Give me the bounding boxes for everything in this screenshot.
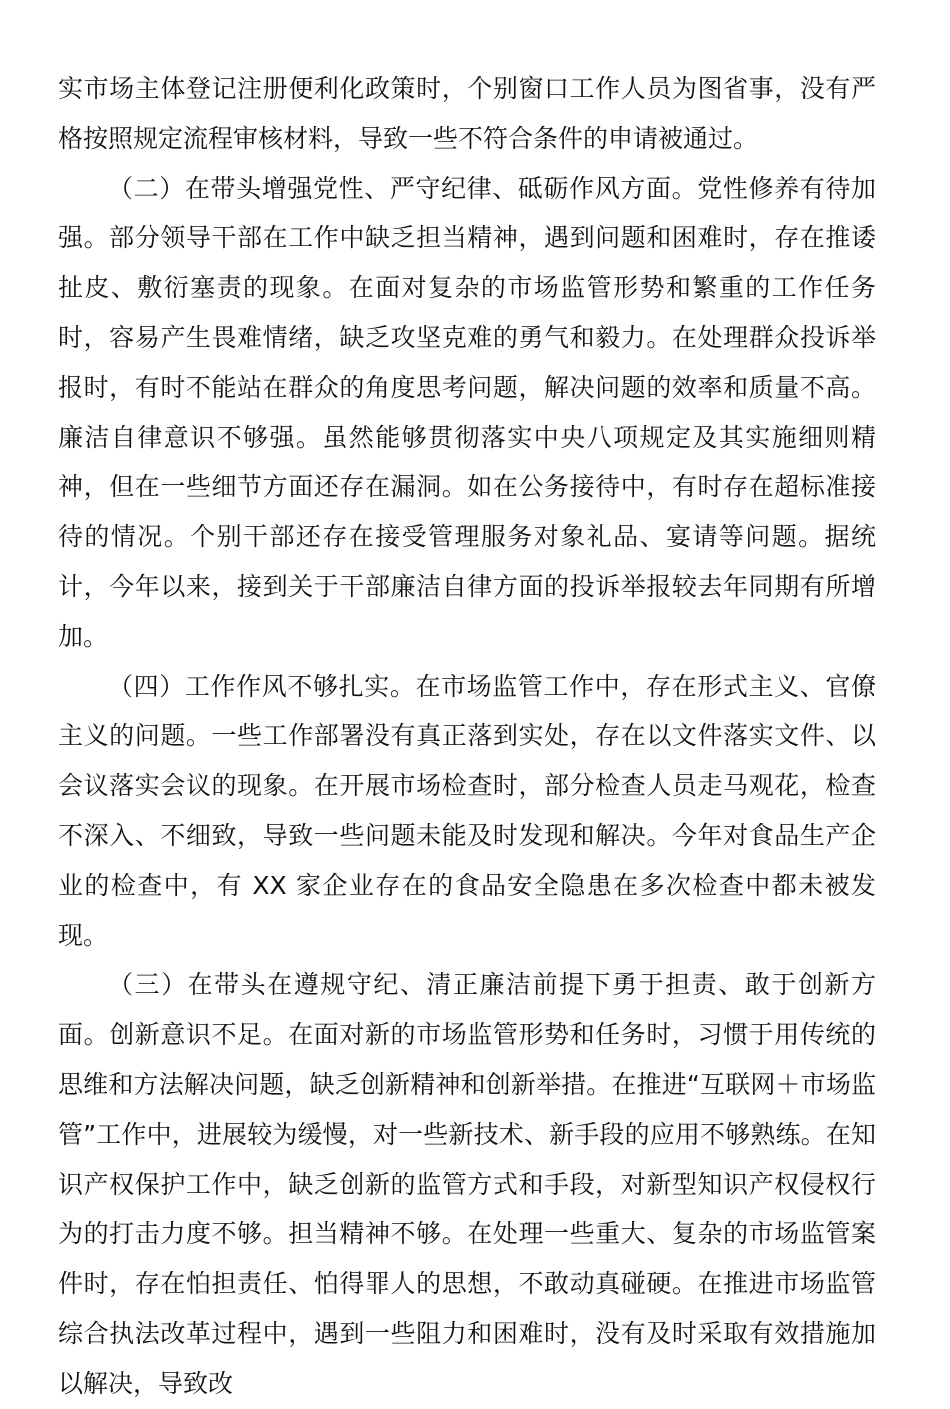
paragraph-4: （三）在带头在遵规守纪、清正廉洁前提下勇于担责、敢于创新方面。创新意识不足。在面对新的市场监管形势和任务时，习惯于用传统的思维和方法解决问题，缺乏创新精神和创新举措。在推进“互联网＋市场监管”工作中，进展较为缓慢，对一些新技术、新手段的应用不够熟练。在知识产权保护工作中，缺乏创新的监管方式和手段，对新型知识产权侵权行为的打击力度不够。担当精神不够。在处理一些重大、复杂的市场监管案件时，存在怕担责任、怕得罪人的思想，不敢动真碰硬。在推进市场监管综合执法改革过程中，遇到一些阻力和困难时，没有及时采取有效措施加以解决，导致改 (58, 970, 876, 1398)
paragraph-3: （四）工作作风不够扎实。在市场监管工作中，存在形式主义、官僚主义的问题。一些工作部署没有真正落到实处，存在以文件落实文件、以会议落实会议的现象。在开展市场检查时，部分检查人员走马观花，检查不深入、不细致，导致一些问题未能及时发现和解决。今年对食品生产企业的检查中，有 XX 家企业存在的食品安全隐患在多次检查中都未被发现。 (58, 671, 876, 950)
document-body (58, 64, 876, 1409)
paragraph-2: （二）在带头增强党性、严守纪律、砥砺作风方面。党性修养有待加强。部分领导干部在工作中缺乏担当精神，遇到问题和困难时，存在推诿扯皮、敷衍塞责的现象。在面对复杂的市场监管形势和繁重的工作任务时，容易产生畏难情绪，缺乏攻坚克难的勇气和毅力。在处理群众投诉举报时，有时不能站在群众的角度思考问题，解决问题的效率和质量不高。廉洁自律意识不够强。虽然能够贯彻落实中央八项规定及其实施细则精神，但在一些细节方面还存在漏洞。如在公务接待中，有时存在超标准接待的情况。个别干部还存在接受管理服务对象礼品、宴请等问题。据统计，今年以来，接到关于干部廉洁自律方面的投诉举报较去年同期有所增加。 (58, 173, 876, 651)
paragraph-1: 实市场主体登记注册便利化政策时，个别窗口工作人员为图省事，没有严格按照规定流程审核材料，导致一些不符合条件的申请被通过。 (58, 74, 876, 153)
